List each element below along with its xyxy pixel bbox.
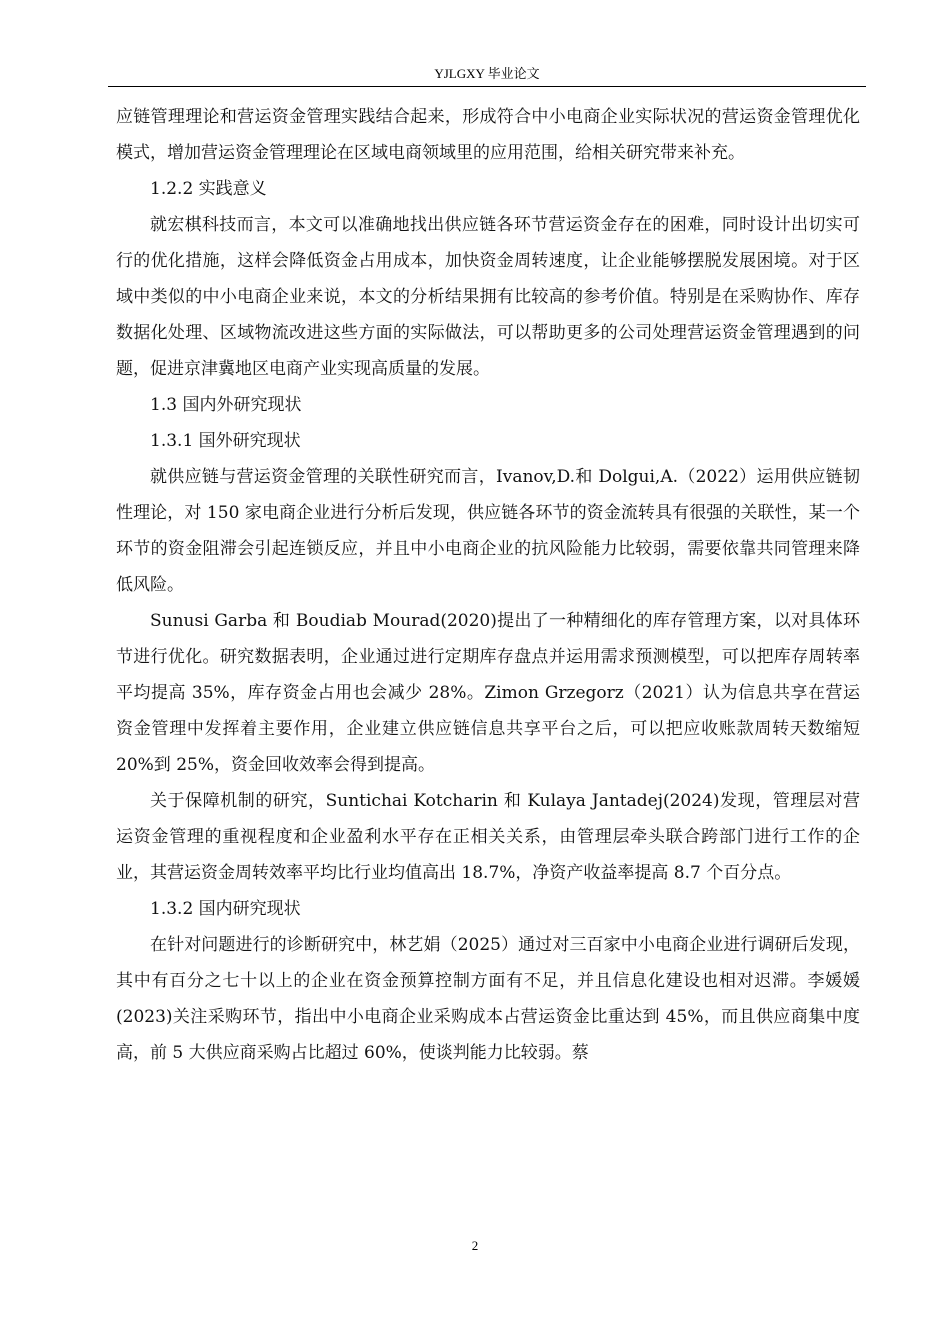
section-heading-1-3-1: 1.3.1 国外研究现状 <box>150 431 301 451</box>
document-body <box>116 99 860 1071</box>
page-number: 2 <box>471 1238 479 1253</box>
paragraph: 在针对问题进行的诊断研究中，林艺娟（2025）通过对三百家中小电商企业进行调研后发现，其中有百分之七十以上的企业在资金预算控制方面有不足，并且信息化建设也相对迟滞。李媛媛(2023)关注采购环节，指出中小电商企业采购成本占营运资金比重达到 45%，而且供应商集中度高，前 5 大供应商采购占比超过 60%，使谈判能力比较弱。蔡 <box>116 935 860 1063</box>
paragraph: Sunusi Garba 和 Boudiab Mourad(2020)提出了一种精细化的库存管理方案，以对具体环节进行优化。研究数据表明，企业通过进行定期库存盘点并运用需求预测模型，可以把库存周转率平均提高 35%，库存资金占用也会减少 28%。Zimon Grzegorz（2021）认为信息共享在营运资金管理中发挥着主要作用，企业建立供应链信息共享平台之后，可以把应收账款周转天数缩短 20%到 25%，资金回收效率会得到提高。 <box>116 611 860 775</box>
running-header: YJLGXY 毕业论文 <box>434 66 540 81</box>
section-heading-1-3: 1.3 国内外研究现状 <box>150 395 302 415</box>
paragraph: 就供应链与营运资金管理的关联性研究而言，Ivanov,D.和 Dolgui,A.（2022）运用供应链韧性理论，对 150 家电商企业进行分析后发现，供应链各环节的资金流转具有很强的关联性，某一个环节的资金阻滞会引起连锁反应，并且中小电商企业的抗风险能力比较弱，需要依靠共同管理来降低风险。 <box>116 467 860 595</box>
paragraph-continuation: 应链管理理论和营运资金管理实践结合起来，形成符合中小电商企业实际状况的营运资金管理优化模式，增加营运资金管理理论在区域电商领域里的应用范围，给相关研究带来补充。 <box>116 107 860 163</box>
paragraph: 关于保障机制的研究，Suntichai Kotcharin 和 Kulaya Jantadej(2024)发现，管理层对营运资金管理的重视程度和企业盈利水平存在正相关关系，由管理层牵头联合跨部门进行工作的企业，其营运资金周转效率平均比行业均值高出 18.7%，净资产收益率提高 8.7 个百分点。 <box>116 791 860 883</box>
section-heading-1-3-2: 1.3.2 国内研究现状 <box>150 899 301 919</box>
section-heading-1-2-2: 1.2.2 实践意义 <box>150 179 267 199</box>
paragraph: 就宏棋科技而言，本文可以准确地找出供应链各环节营运资金存在的困难，同时设计出切实可行的优化措施，这样会降低资金占用成本，加快资金周转速度，让企业能够摆脱发展困境。对于区域中类似的中小电商企业来说，本文的分析结果拥有比较高的参考价值。特别是在采购协作、库存数据化处理、区域物流改进这些方面的实际做法，可以帮助更多的公司处理营运资金管理遇到的问题，促进京津冀地区电商产业实现高质量的发展。 <box>116 215 860 379</box>
header-rule <box>108 86 866 87</box>
